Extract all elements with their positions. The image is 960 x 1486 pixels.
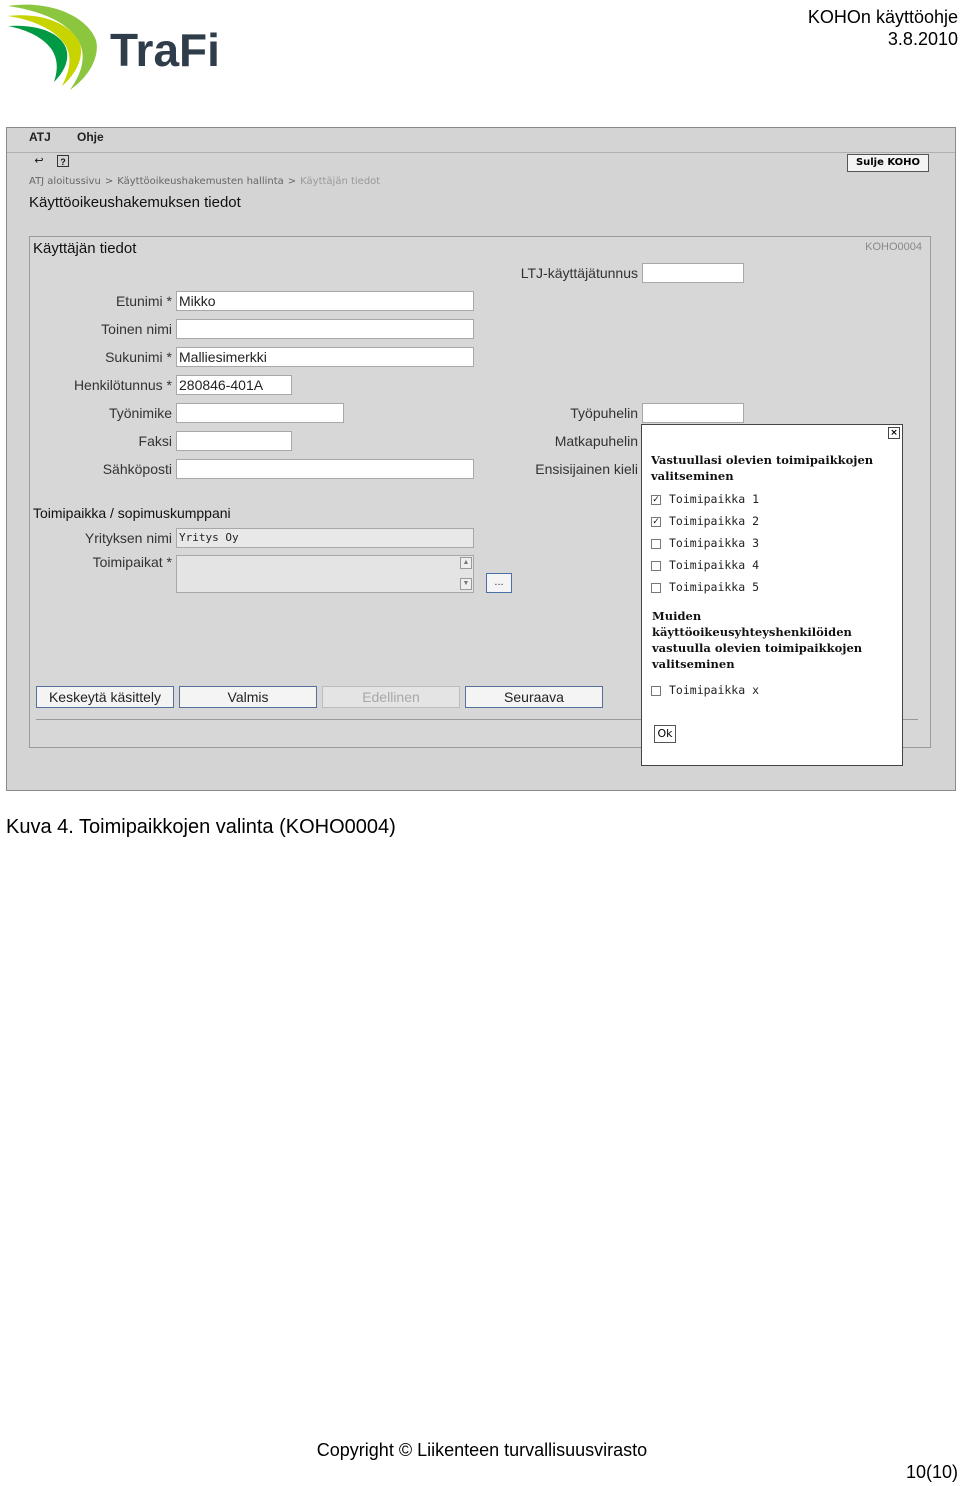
site-option-x[interactable] bbox=[651, 683, 759, 697]
site-option-2[interactable] bbox=[651, 514, 759, 528]
email-input[interactable] bbox=[176, 459, 474, 479]
job-title-label: Työnimike bbox=[108, 405, 172, 421]
cancel-processing-button[interactable]: Keskeytä käsittely bbox=[36, 686, 174, 708]
checkbox-checked-icon[interactable]: ✓ bbox=[652, 494, 660, 505]
close-icon[interactable]: × bbox=[888, 427, 900, 439]
page-number: 10(10) bbox=[905, 1462, 958, 1482]
ok-button[interactable]: Ok bbox=[654, 725, 676, 743]
done-button[interactable]: Valmis bbox=[179, 686, 317, 708]
company-name-label: Yrityksen nimi bbox=[84, 530, 172, 546]
breadcrumb-separator: > bbox=[104, 176, 114, 187]
scroll-up-icon[interactable]: ▲ bbox=[460, 557, 472, 569]
breadcrumb-separator: > bbox=[287, 176, 297, 187]
job-title-input[interactable] bbox=[176, 403, 344, 423]
document-date: 3.8.2010 bbox=[887, 29, 958, 49]
site-selection-dialog bbox=[641, 424, 903, 766]
menu-atj[interactable]: ATJ bbox=[29, 130, 51, 144]
site-option-label: Toimipaikka 3 bbox=[669, 536, 760, 550]
company-name-input: Yritys Oy bbox=[176, 528, 474, 548]
last-name-input[interactable]: Malliesimerkki bbox=[176, 347, 474, 367]
other-sites-heading: Muiden käyttöoikeusyhteyshenkilöiden vastuulla olevien toimipaikkojen valitseminen bbox=[652, 609, 863, 671]
browse-sites-button[interactable]: ... bbox=[486, 573, 512, 593]
menu-ohje[interactable]: Ohje bbox=[77, 130, 104, 144]
previous-button[interactable]: Edellinen bbox=[322, 686, 460, 708]
middle-name-input[interactable] bbox=[176, 319, 474, 339]
breadcrumb bbox=[29, 176, 384, 187]
mobile-phone-label: Matkapuhelin bbox=[554, 433, 638, 449]
last-name-label: Sukunimi * bbox=[105, 349, 172, 365]
toolbar bbox=[7, 152, 955, 179]
breadcrumb-current: Käyttäjän tiedot bbox=[300, 176, 381, 187]
site-option-1[interactable] bbox=[651, 492, 759, 506]
logo-wordmark: TraFi bbox=[110, 24, 220, 76]
email-label: Sähköposti bbox=[102, 461, 172, 477]
site-option-5[interactable] bbox=[651, 580, 759, 594]
personal-id-label: Henkilötunnus * bbox=[73, 377, 172, 393]
fax-label: Faksi bbox=[138, 433, 172, 449]
sites-listbox[interactable] bbox=[176, 555, 474, 593]
own-sites-heading: Vastuullasi olevien toimipaikkojen valitseminen bbox=[651, 453, 874, 483]
site-option-label: Toimipaikka 5 bbox=[669, 580, 760, 594]
work-phone-input[interactable] bbox=[642, 403, 744, 423]
checkbox-unchecked-icon[interactable] bbox=[651, 539, 661, 549]
checkbox-checked-icon[interactable]: ✓ bbox=[652, 516, 660, 527]
first-name-input[interactable]: Mikko bbox=[176, 291, 474, 311]
site-option-4[interactable] bbox=[651, 558, 759, 572]
checkbox-unchecked-icon[interactable] bbox=[651, 561, 661, 571]
form-code: KOHO0004 bbox=[865, 241, 922, 253]
section-user-details: Käyttäjän tiedot bbox=[33, 240, 137, 257]
checkbox-unchecked-icon[interactable] bbox=[651, 686, 661, 696]
work-phone-label: Työpuhelin bbox=[570, 405, 638, 421]
site-option-label: Toimipaikka 1 bbox=[669, 492, 760, 506]
ltj-username-input[interactable] bbox=[642, 263, 744, 283]
close-koho-button[interactable]: Sulje KOHO bbox=[847, 154, 929, 172]
personal-id-input[interactable]: 280846-401A bbox=[176, 375, 292, 395]
menu-bar bbox=[7, 128, 955, 152]
figure-caption: Kuva 4. Toimipaikkojen valinta (KOHO0004) bbox=[6, 816, 396, 838]
preferred-language-label: Ensisijainen kieli bbox=[535, 461, 638, 477]
middle-name-label: Toinen nimi bbox=[101, 321, 172, 337]
site-option-label: Toimipaikka 2 bbox=[669, 514, 760, 528]
breadcrumb-home[interactable]: ATJ aloitussivu bbox=[29, 176, 101, 187]
application-screenshot bbox=[6, 127, 956, 791]
breadcrumb-applications[interactable]: Käyttöoikeushakemusten hallinta bbox=[117, 176, 284, 187]
footer-copyright: Copyright © Liikenteen turvallisuusvirasto bbox=[316, 1440, 648, 1460]
fax-input[interactable] bbox=[176, 431, 292, 451]
help-icon[interactable]: ? bbox=[57, 155, 69, 167]
scroll-down-icon[interactable]: ▼ bbox=[460, 578, 472, 590]
section-site-partner: Toimipaikka / sopimuskumppani bbox=[33, 505, 231, 521]
page-title: Käyttöoikeushakemuksen tiedot bbox=[29, 194, 241, 211]
first-name-label: Etunimi * bbox=[115, 293, 172, 309]
trafi-logo-mark bbox=[6, 0, 226, 94]
back-arrow-icon[interactable]: ↩ bbox=[34, 155, 44, 167]
next-button[interactable]: Seuraava bbox=[465, 686, 603, 708]
checkbox-unchecked-icon[interactable] bbox=[651, 583, 661, 593]
site-option-3[interactable] bbox=[651, 536, 759, 550]
document-title: KOHOn käyttöohje bbox=[807, 7, 958, 27]
trafi-logo bbox=[6, 0, 226, 94]
ltj-username-label: LTJ-käyttäjätunnus bbox=[520, 265, 638, 281]
site-option-label: Toimipaikka 4 bbox=[669, 558, 760, 572]
sites-label: Toimipaikat * bbox=[92, 554, 172, 570]
site-option-label: Toimipaikka x bbox=[669, 683, 760, 697]
